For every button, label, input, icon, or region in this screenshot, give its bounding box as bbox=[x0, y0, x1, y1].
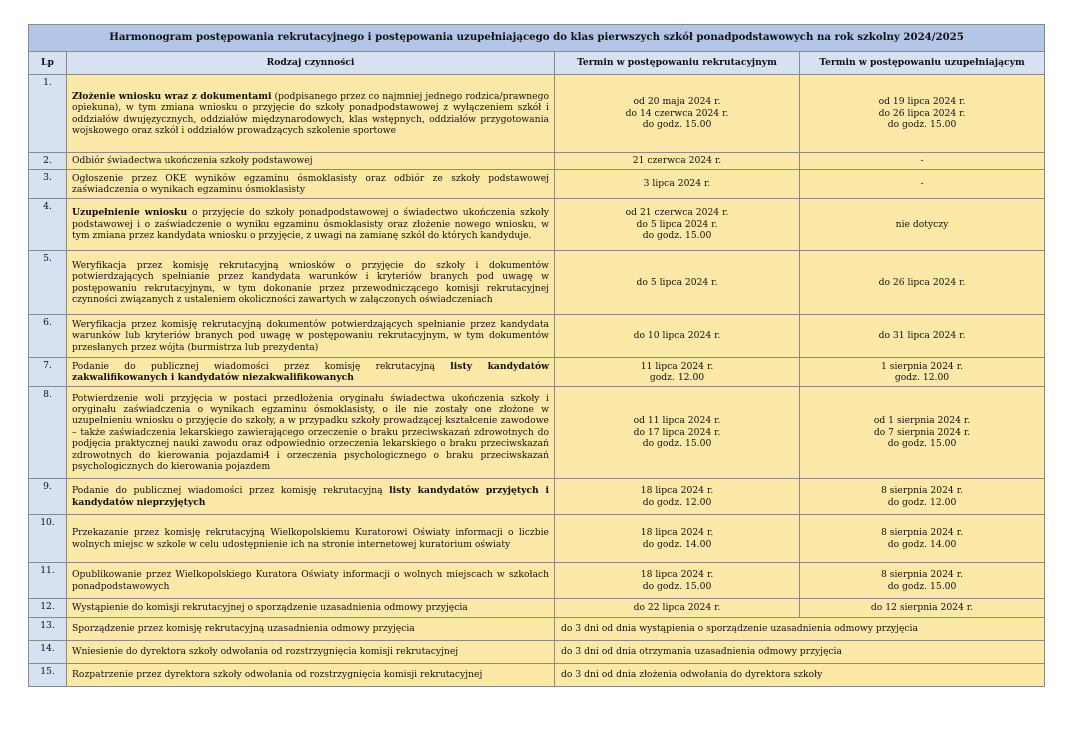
row-number: 13. bbox=[29, 618, 67, 641]
term-supplementary bbox=[800, 515, 1045, 563]
term-line: godz. 12.00 bbox=[649, 372, 705, 383]
term-recruitment bbox=[555, 199, 800, 251]
activity-text: Wniesienie do dyrektora szkoły odwołania od rozstrzygnięcia komisji rekrutacyjnej bbox=[72, 646, 459, 658]
row-number: 10. bbox=[29, 515, 67, 563]
term-line: do godz. 15.00 bbox=[887, 119, 957, 131]
term-line: od 11 lipca 2024 r. bbox=[633, 415, 721, 427]
table-row bbox=[29, 199, 1045, 251]
term-line: 1 sierpnia 2024 r. bbox=[881, 360, 964, 372]
term-line: do godz. 12.00 bbox=[887, 496, 957, 508]
row-number: 9. bbox=[29, 479, 67, 515]
row-number: 11. bbox=[29, 563, 67, 599]
activity-description bbox=[67, 199, 555, 251]
activity-text: Sporządzenie przez komisję rekrutacyjną uzasadnienia odmowy przyjęcia bbox=[72, 623, 415, 635]
term-line: do 26 lipca 2024 r. bbox=[878, 276, 966, 288]
term-line: od 1 sierpnia 2024 r. bbox=[873, 415, 971, 427]
table-row bbox=[29, 75, 1045, 153]
term-line: do godz. 15.00 bbox=[642, 580, 712, 592]
term-line: do 7 sierpnia 2024 r. bbox=[873, 426, 971, 438]
combined-term: do 3 dni od dnia złożenia odwołania do dyrektora szkoły bbox=[555, 664, 1045, 687]
activity-description bbox=[67, 664, 555, 687]
term-line: do 31 lipca 2024 r. bbox=[878, 330, 966, 342]
term-recruitment bbox=[555, 479, 800, 515]
row-number: 4. bbox=[29, 199, 67, 251]
header-term-recruitment: Termin w postępowaniu rekrutacyjnym bbox=[555, 52, 800, 75]
table-row bbox=[29, 563, 1045, 599]
activity-text: Wystąpienie do komisji rekrutacyjnej o sporządzenie uzasadnienia odmowy przyjęcia bbox=[72, 602, 468, 614]
term-supplementary bbox=[800, 599, 1045, 618]
table-row bbox=[29, 599, 1045, 618]
term-recruitment bbox=[555, 599, 800, 618]
term-line: do godz. 12.00 bbox=[642, 496, 712, 508]
schedule-document bbox=[28, 24, 1044, 687]
row-number: 3. bbox=[29, 170, 67, 199]
table-body bbox=[29, 75, 1045, 687]
term-line: 8 sierpnia 2024 r. bbox=[881, 527, 964, 539]
activity-text: (podpisanego przez co najmniej jednego rodzica/prawnego opiekuna), w tym zmiana wniosku o przyjęcie do szkoły ponadpodstawowej z wyłączeniem szkół i oddziałów dwujęzycznych, oddziałów międzynarodowych, klas wstępnych, oddziałów przygotowania wojskowego oraz szkół i oddziałów prowadzących szkolenie sportowe bbox=[72, 90, 549, 136]
term-recruitment bbox=[555, 358, 800, 387]
term-line: 18 lipca 2024 r. bbox=[640, 485, 714, 497]
term-line: do 5 lipca 2024 r. bbox=[636, 276, 718, 288]
activity-description bbox=[67, 563, 555, 599]
header-lp: Lp bbox=[29, 52, 67, 75]
term-supplementary bbox=[800, 199, 1045, 251]
activity-bold-tail: listy kandydatów przyjętych i kandydatów nieprzyjętych bbox=[72, 485, 549, 508]
term-recruitment bbox=[555, 315, 800, 358]
term-line: do 14 czerwca 2024 r. bbox=[625, 107, 729, 119]
header-activity: Rodzaj czynności bbox=[67, 52, 555, 75]
activity-text: Rozpatrzenie przez dyrektora szkoły odwołania od rozstrzygnięcia komisji rekrutacyjnej bbox=[72, 669, 483, 681]
term-line: 3 lipca 2024 r. bbox=[643, 178, 711, 190]
term-line: do 5 lipca 2024 r. bbox=[636, 218, 718, 230]
term-line: 11 lipca 2024 r. bbox=[640, 360, 714, 372]
row-number: 5. bbox=[29, 251, 67, 315]
activity-text: Podanie do publicznej wiadomości przez komisję rekrutacyjną bbox=[72, 485, 390, 497]
activity-bold-lead: Uzupełnienie wniosku bbox=[72, 207, 188, 219]
term-line: nie dotyczy bbox=[895, 218, 949, 230]
term-line: 8 sierpnia 2024 r. bbox=[881, 485, 964, 497]
term-recruitment bbox=[555, 387, 800, 479]
term-supplementary bbox=[800, 387, 1045, 479]
term-line: od 19 lipca 2024 r. bbox=[878, 96, 966, 108]
activity-text: Weryfikacja przez komisję rekrutacyjną wniosków o przyjęcie do szkoły i dokumentów potwierdzających spełnianie przez kandydata warunków i kryteriów branych pod uwagę w postępowaniu rekrutacyjnym, w tym dokonanie przez przewodniczącego komisji rekrutacyjnej czynności związanych z ustaleniem okoliczności zawartych w załączonych oświadczeniach bbox=[72, 259, 549, 305]
term-line: 21 czerwca 2024 r. bbox=[632, 155, 722, 167]
header-row bbox=[29, 52, 1045, 75]
term-recruitment bbox=[555, 515, 800, 563]
term-line: 18 lipca 2024 r. bbox=[640, 527, 714, 539]
row-number: 6. bbox=[29, 315, 67, 358]
table-row bbox=[29, 641, 1045, 664]
row-number: 8. bbox=[29, 387, 67, 479]
activity-description bbox=[67, 315, 555, 358]
table-row bbox=[29, 251, 1045, 315]
schedule-table bbox=[28, 24, 1045, 687]
row-number: 15. bbox=[29, 664, 67, 687]
table-row bbox=[29, 479, 1045, 515]
table-row bbox=[29, 315, 1045, 358]
term-line: do godz. 14.00 bbox=[887, 538, 957, 550]
activity-description bbox=[67, 599, 555, 618]
term-supplementary bbox=[800, 358, 1045, 387]
term-line: do 26 lipca 2024 r. bbox=[878, 107, 966, 119]
term-recruitment bbox=[555, 170, 800, 199]
term-line: do 17 lipca 2024 r. bbox=[633, 426, 721, 438]
table-row bbox=[29, 515, 1045, 563]
activity-bold-tail: listy kandydatów zakwalifikowanych i kandydatów niezakwalifikowanych bbox=[72, 360, 549, 383]
combined-term: do 3 dni od dnia wystąpienia o sporządzenie uzasadnienia odmowy przyjęcia bbox=[555, 618, 1045, 641]
term-line: do godz. 15.00 bbox=[642, 230, 712, 242]
term-supplementary bbox=[800, 251, 1045, 315]
table-row bbox=[29, 170, 1045, 199]
table-row bbox=[29, 358, 1045, 387]
term-line: do godz. 15.00 bbox=[887, 438, 957, 450]
activity-description bbox=[67, 153, 555, 170]
activity-description bbox=[67, 641, 555, 664]
activity-text: Przekazanie przez komisję rekrutacyjną Wielkopolskiemu Kuratorowi Oświaty informacji o liczbie wolnych miejsc w szkole w celu udostępnienie ich na stronie internetowej kuratorium oświaty bbox=[72, 527, 549, 550]
term-line: od 20 maja 2024 r. bbox=[633, 96, 721, 108]
activity-description bbox=[67, 358, 555, 387]
row-number: 2. bbox=[29, 153, 67, 170]
term-supplementary bbox=[800, 170, 1045, 199]
term-recruitment bbox=[555, 153, 800, 170]
activity-description bbox=[67, 170, 555, 199]
activity-text: Podanie do publicznej wiadomości przez komisję rekrutacyjną bbox=[72, 360, 451, 372]
term-line: do godz. 15.00 bbox=[642, 438, 712, 450]
row-number: 14. bbox=[29, 641, 67, 664]
table-title: Harmonogram postępowania rekrutacyjnego i postępowania uzupełniającego do klas pierwszych szkół ponadpodstawowych na rok szkolny 2024/2025 bbox=[29, 25, 1045, 52]
activity-description bbox=[67, 75, 555, 153]
activity-text: Opublikowanie przez Wielkopolskiego Kuratora Oświaty informacji o wolnych miejscach w szkołach ponadpodstawowych bbox=[72, 569, 549, 592]
row-number: 12. bbox=[29, 599, 67, 618]
activity-text: Potwierdzenie woli przyjęcia w postaci przedłożenia oryginału świadectwa ukończenia szkoły i oryginału zaświadczenia o wynikach egzaminu ósmoklasisty, o ile nie zostały one złożone w uzupełnieniu wniosku o przyjęcie do szkoły, a w przypadku szkoły prowadzącej kształcenie zawodowe – także zaświadczenia lekarskiego zawierającego orzeczenie o braku przeciwskazań zdrowotnych do podjęcia praktycznej nauki zawodu oraz odpowiednio orzeczenia lekarskiego o braku przeciwskazań zdrowotnych do kierowania pojazdami4 i orzeczenia psychologicznego o braku przeciwskazań psychologicznych do kierowania pojazdem bbox=[72, 392, 549, 473]
row-number: 1. bbox=[29, 75, 67, 153]
activity-description bbox=[67, 251, 555, 315]
term-line: - bbox=[920, 178, 924, 190]
term-line: 8 sierpnia 2024 r. bbox=[881, 569, 964, 581]
term-supplementary bbox=[800, 75, 1045, 153]
row-number: 7. bbox=[29, 358, 67, 387]
table-row bbox=[29, 153, 1045, 170]
term-line: do 22 lipca 2024 r. bbox=[633, 602, 721, 614]
term-line: do 12 sierpnia 2024 r. bbox=[870, 602, 974, 614]
term-line: do godz. 15.00 bbox=[887, 580, 957, 592]
term-line: godz. 12.00 bbox=[894, 372, 950, 383]
activity-text: Odbiór świadectwa ukończenia szkoły podstawowej bbox=[72, 155, 313, 167]
term-recruitment bbox=[555, 251, 800, 315]
activity-text: o przyjęcie do szkoły ponadpodstawowej o świadectwo ukończenia szkoły podstawowej i o zaświadczenie o wyniku egzaminu ósmoklasisty oraz złożenie nowego wniosku, w tym zmiana przez kandydata wniosku o przyjęcie, z uwagi na zamianę szkół do których kandyduje. bbox=[72, 207, 549, 242]
table-row bbox=[29, 387, 1045, 479]
term-line: 18 lipca 2024 r. bbox=[640, 569, 714, 581]
title-row bbox=[29, 25, 1045, 52]
table-row bbox=[29, 664, 1045, 687]
activity-description bbox=[67, 479, 555, 515]
table-row bbox=[29, 618, 1045, 641]
term-line: do godz. 15.00 bbox=[642, 119, 712, 131]
activity-text: Weryfikacja przez komisję rekrutacyjną dokumentów potwierdzających spełnianie przez kandydata warunków lub kryteriów branych pod uwagę w postępowaniu rekrutacyjnym, w tym dokumentów przesłanych przez wójta (burmistrza lub prezydenta) bbox=[72, 318, 549, 353]
activity-description bbox=[67, 618, 555, 641]
term-supplementary bbox=[800, 479, 1045, 515]
term-recruitment bbox=[555, 75, 800, 153]
term-supplementary bbox=[800, 563, 1045, 599]
term-line: do 10 lipca 2024 r. bbox=[633, 330, 721, 342]
combined-term: do 3 dni od dnia otrzymania uzasadnienia odmowy przyjęcia bbox=[555, 641, 1045, 664]
activity-description bbox=[67, 515, 555, 563]
term-recruitment bbox=[555, 563, 800, 599]
term-line: - bbox=[920, 155, 924, 167]
activity-bold-lead: Złożenie wniosku wraz z dokumentami bbox=[72, 90, 272, 102]
activity-text: Ogłoszenie przez OKE wyników egzaminu ósmoklasisty oraz odbiór ze szkoły podstawowej zaświadczenia o wynikach egzaminu ósmoklasisty bbox=[72, 172, 549, 195]
activity-description bbox=[67, 387, 555, 479]
term-supplementary bbox=[800, 153, 1045, 170]
header-term-supplementary: Termin w postępowaniu uzupełniającym bbox=[800, 52, 1045, 75]
term-line: od 21 czerwca 2024 r. bbox=[625, 207, 729, 219]
term-supplementary bbox=[800, 315, 1045, 358]
term-line: do godz. 14.00 bbox=[642, 538, 712, 550]
